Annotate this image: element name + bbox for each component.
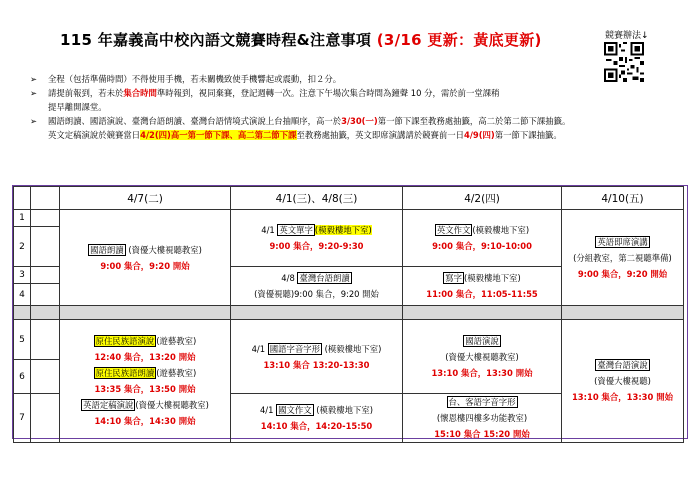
event-time: 9:00 集合，9:20-9:30 — [269, 241, 364, 251]
note-text: 準時報到，視同棄賽，登記週轉一次。注意下午場次集合時間為鐘聲 10 分，需於前一堂課稍 — [156, 88, 500, 98]
event-cell — [231, 320, 403, 394]
event-name: 國語字音字形 — [269, 343, 320, 354]
event-room: (模毅樓地下室) — [316, 405, 374, 415]
event-cell — [403, 210, 562, 267]
event-name: 臺灣台語演說 — [597, 360, 648, 370]
event-time: 13:10 集合，13:30 開始 — [571, 392, 674, 402]
arrow-bullet-icon: ➢ — [30, 116, 38, 126]
event-room: (資優大樓視聽教室) — [135, 400, 209, 410]
note-item — [30, 86, 670, 114]
event-name: 英文作文 — [436, 225, 471, 235]
event-time: 11:00 集合，11:05-11:55 — [426, 289, 538, 299]
note-emphasis: 4/2(四) — [140, 130, 171, 140]
event-date: 4/1 — [259, 405, 274, 415]
period-number: 4 — [14, 284, 31, 306]
event-cell — [403, 394, 562, 443]
event-cell — [562, 320, 684, 443]
notes-list — [30, 72, 670, 142]
column-header: 4/7(二) — [60, 187, 231, 210]
note-emphasis: 4/9(四) — [464, 130, 495, 140]
note-text: 請提前報到，若未於 — [48, 88, 124, 98]
event-name: 英語定稿演說 — [83, 400, 134, 410]
note-item — [30, 114, 670, 142]
event-time: 12:40 集合，13:20 開始 — [94, 352, 196, 362]
note-emphasis: 高一第一節下課、高二第二節下課 — [170, 130, 297, 140]
event-date: 4/1 — [251, 343, 266, 354]
period-number: 2 — [14, 227, 31, 267]
event-name: 原住民族語朗讀 — [95, 368, 155, 378]
event-name: 國語演說 — [465, 335, 499, 346]
period-number: 5 — [14, 320, 31, 360]
event-name: 英語即席演講 — [597, 236, 648, 247]
note-text: 英文定稿演說於競賽當日 — [48, 130, 141, 140]
note-text: 第一節下課抽籤。 — [494, 130, 562, 140]
note-text: 提早離開課堂。 — [48, 102, 107, 112]
event-cell — [231, 210, 403, 267]
note-emphasis: 集合時間 — [123, 88, 157, 98]
event-room: (懷恩樓四樓多功能教室) — [436, 413, 528, 423]
event-time: 13:35 集合，13:50 開始 — [94, 384, 196, 394]
event-cell — [60, 210, 231, 306]
event-room: (資優大樓視聽教室) — [128, 244, 202, 255]
period-number: 3 — [14, 267, 31, 284]
event-room: (模毅樓地下室) — [463, 273, 521, 283]
note-item — [30, 72, 670, 86]
arrow-bullet-icon: ➢ — [30, 88, 38, 98]
event-cell — [403, 267, 562, 306]
event-room: (模毅樓地下室) — [314, 225, 372, 235]
event-cell — [231, 394, 403, 443]
event-cell — [403, 320, 562, 394]
event-room: (模毅樓地下室) — [324, 343, 382, 354]
event-time: 9:00 集合，9:20 開始 — [577, 268, 668, 279]
note-text: 全程（包括準備時間）不得使用手機，若未關機致使手機響起或震動，扣２分。 — [48, 74, 342, 84]
column-header: 4/2(四) — [403, 187, 562, 210]
event-name: 英文單字 — [279, 225, 313, 235]
event-time: 9:00 集合，9:20 開始 — [100, 260, 190, 271]
note-emphasis: 3/30(一) — [341, 116, 378, 126]
event-room: (分組教室，第二視聽準備) — [573, 252, 672, 263]
event-name: 寫字 — [445, 273, 462, 283]
event-room: (資優大樓視聽教室) — [445, 351, 519, 362]
event-room: (資優大樓視聽) — [594, 376, 651, 386]
event-time: 9:00 集合，9:10-10:00 — [432, 241, 532, 251]
page-title — [60, 29, 542, 50]
period-number: 6 — [14, 360, 31, 394]
event-cell — [60, 320, 231, 443]
event-name: 台、客語字音字形 — [448, 397, 516, 407]
event-time: 14:10 集合，14:20-15:50 — [260, 421, 373, 431]
event-time: 13:10 集合，13:30 開始 — [431, 367, 533, 378]
arrow-bullet-icon: ➢ — [30, 74, 38, 84]
title-update: (3/16 更新：黃底更新) — [376, 31, 542, 49]
period-number: 7 — [14, 394, 31, 443]
event-name: 臺灣台語朗讀 — [299, 273, 350, 283]
note-text: 至教務處抽籤，英文即席演講請於競賽前一日 — [296, 130, 464, 140]
note-text: 國語朗讀、國語演說、臺灣台語朗讀、臺灣台語情境式演說上台抽順序，高一於 — [48, 116, 342, 126]
event-name: 原住民族語演說 — [95, 336, 155, 346]
column-header: 4/10(五) — [562, 187, 684, 210]
table-row — [14, 210, 684, 227]
note-text: 第一節下課至教務處抽籤，高二於第二節下課抽籤。 — [377, 116, 571, 126]
table-row — [14, 320, 684, 360]
event-room: (模毅樓地下室) — [472, 225, 530, 235]
event-cell — [231, 267, 403, 306]
event-room: (遊藝教室) — [156, 368, 197, 378]
event-name: 國文作文 — [278, 405, 312, 415]
event-room: (遊藝教室) — [156, 336, 197, 346]
period-number: 1 — [14, 210, 31, 227]
table-header-row — [14, 187, 684, 210]
event-name: 國語朗讀 — [90, 244, 124, 255]
event-time: 14:10 集合，14:30 開始 — [94, 416, 196, 426]
lunch-gap-row — [14, 306, 684, 320]
event-date: 4/1 — [261, 225, 275, 235]
title-main: 115 年嘉義高中校內語文競賽時程&注意事項 — [60, 31, 372, 49]
event-cell — [562, 210, 684, 306]
event-date: 4/8 — [281, 273, 295, 283]
event-time: 13:10 集合 13:20-13:30 — [263, 359, 370, 370]
column-header: 4/1(三)、4/8(三) — [231, 187, 403, 210]
event-room: (資優視聽)9:00 集合，9:20 開始 — [254, 289, 379, 299]
event-time: 15:10 集合 15:20 開始 — [434, 429, 530, 439]
qr-label: 競賽辦法↓ — [605, 31, 649, 41]
schedule-table — [13, 186, 684, 443]
